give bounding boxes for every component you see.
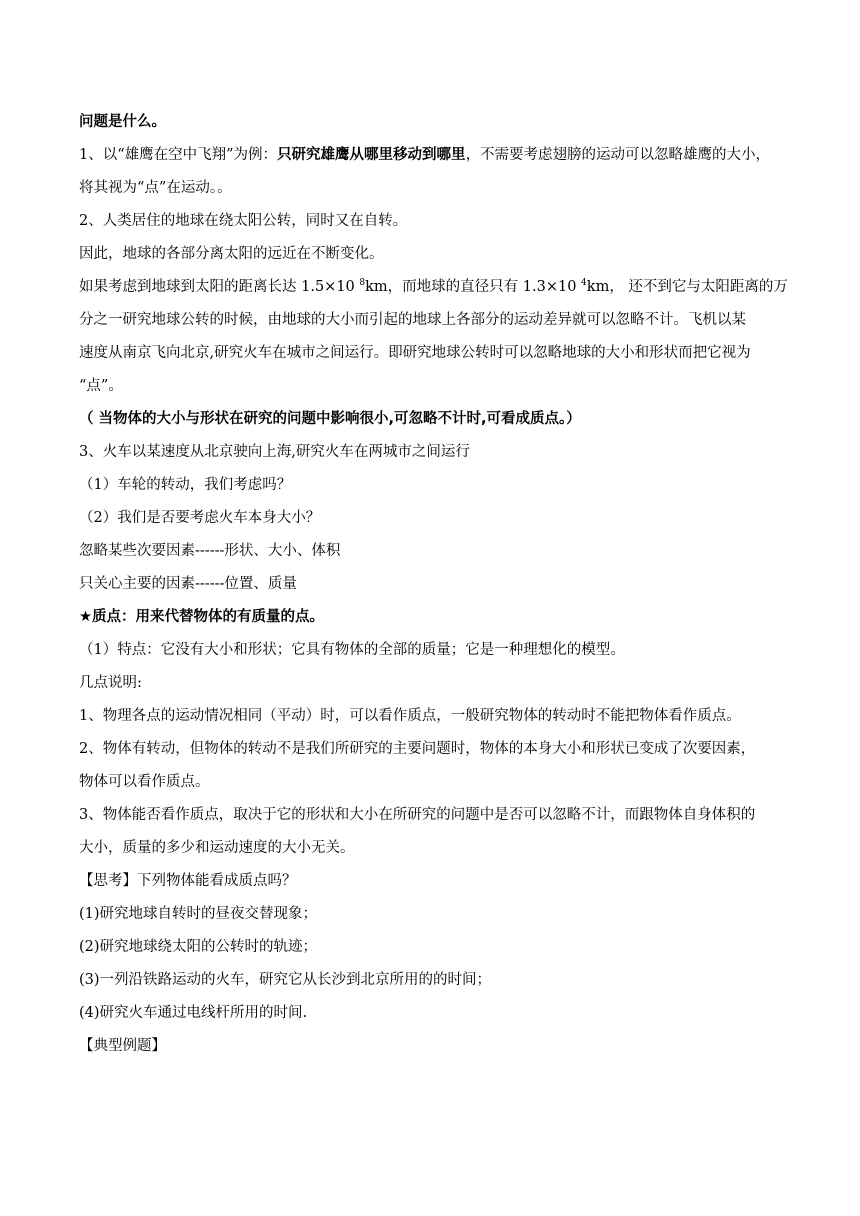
text-run: km， 还不到它与太阳距离的万 <box>586 279 788 295</box>
example-heading: 【典型例题】 <box>79 1038 166 1054</box>
paragraph-line: 分之一研究地球公转的时候，由地球的大小而引起的地球上各部分的运动差异就可以忽略不计。飞机以某 <box>79 312 746 328</box>
bold-note: （ 当物体的大小与形状在研究的问题中影响很小,可忽略不计时,可看成质点。） <box>79 411 581 427</box>
paragraph-line: 3、物体能否看作质点，取决于它的形状和大小在所研究的问题中是否可以忽略不计，而跟物体自身体积的 <box>79 807 756 823</box>
paragraph-line: 几点说明: <box>79 675 142 691</box>
paragraph-line: 忽略某些次要因素------形状、大小、体积 <box>79 543 341 559</box>
bold-text-run: 只研究雄鹰从哪里移动到哪里 <box>277 147 466 163</box>
paragraph-line: （1）特点：它没有大小和形状；它具有物体的全部的质量；它是一种理想化的模型。 <box>79 642 625 658</box>
section-heading: 问题是什么。 <box>79 114 166 130</box>
superscript: 4 <box>581 278 587 288</box>
paragraph-eagle-example <box>79 139 785 172</box>
question-item: （1）车轮的转动，我们考虑吗？ <box>79 477 292 493</box>
paragraph-line: “点”。 <box>79 378 123 394</box>
paragraph-line: 将其视为“点”在运动。。 <box>79 180 232 196</box>
paragraph-line: 2、物体有转动，但物体的转动不是我们所研究的主要问题时，物体的本身大小和形状已变成了次要因素， <box>79 741 756 757</box>
list-item: (4)研究火车通过电线杆所用的时间. <box>79 1005 308 1021</box>
paragraph-line: 速度从南京飞向北京,研究火车在城市之间运行。即研究地球公转时可以忽略地球的大小和形状而把它视为 <box>79 345 751 361</box>
document-body <box>79 106 788 1063</box>
list-item: (2)研究地球绕太阳的公转时的轨迹； <box>79 939 318 955</box>
paragraph-line: 3、火车以某速度从北京驶向上海,研究火车在两城市之间运行 <box>79 444 470 460</box>
text-run: km，而地球的直径只有 1.3×10 <box>365 279 582 295</box>
question-item: （2）我们是否要考虑火车本身大小？ <box>79 510 321 526</box>
paragraph-line: 只关心主要的因素------位置、质量 <box>79 576 297 592</box>
paragraph-line: 1、物理各点的运动情况相同（平动）时，可以看作质点，一般研究物体的转动时不能把物体看作质点。 <box>79 708 741 724</box>
paragraph-line: 2、人类居住的地球在绕太阳公转，同时又在自转。 <box>79 213 408 229</box>
paragraph-earth-distance <box>79 271 788 304</box>
text-run: ，不需要考虑翅膀的运动可以忽略雄鹰的大小， <box>465 147 771 163</box>
paragraph-line: 大小，质量的多少和运动速度的大小无关。 <box>79 840 355 856</box>
list-item: (3)一列沿铁路运动的火车，研究它从长沙到北京所用的的时间； <box>79 972 492 988</box>
definition-heading: ★质点：用来代替物体的有质量的点。 <box>79 609 324 625</box>
text-run: 如果考虑到地球到太阳的距离长达 1.5×10 <box>79 279 360 295</box>
paragraph-line: 因此，地球的各部分离太阳的远近在不断变化。 <box>79 246 384 262</box>
superscript: 8 <box>359 278 366 288</box>
text-run: 1、以“雄鹰在空中飞翔”为例： <box>79 147 278 163</box>
list-item: (1)研究地球自转时的昼夜交替现象； <box>79 906 318 922</box>
think-heading: 【思考】下列物体能看成质点吗？ <box>79 873 297 889</box>
paragraph-line: 物体可以看作质点。 <box>79 774 210 790</box>
